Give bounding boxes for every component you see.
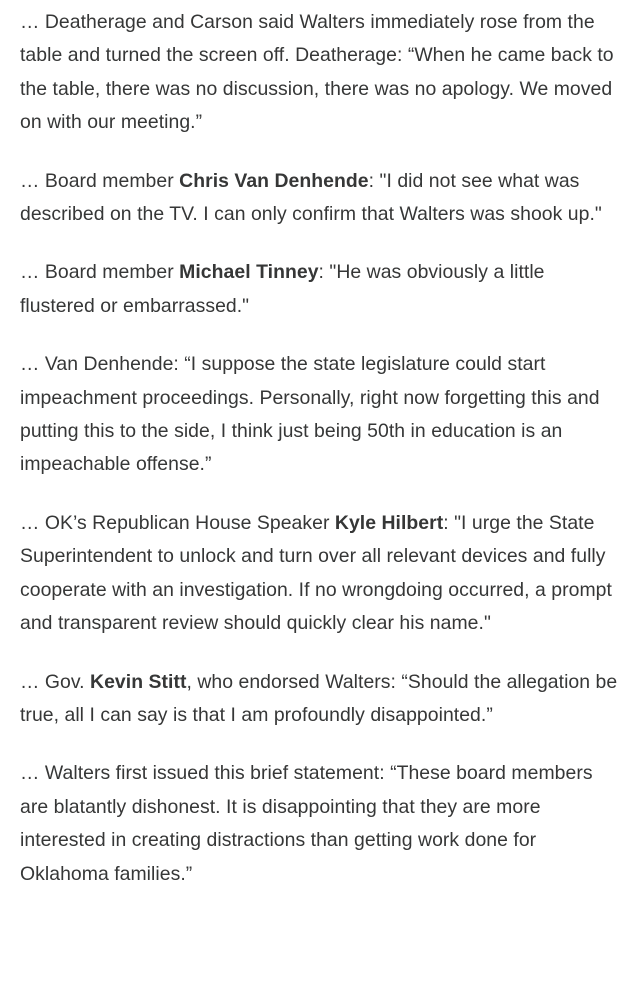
paragraph-text: … Deatherage and Carson said Walters immediately rose from the table and turned the screen off. Deatherage: “When he came back to the table, there was no discussion, there was no apology. We moved on with our meeting.” xyxy=(20,11,614,134)
paragraph-hilbert-quote xyxy=(20,507,621,641)
paragraph-text: … OK’s Republican House Speaker xyxy=(20,511,335,534)
person-name-bold: Kyle Hilbert xyxy=(334,511,444,534)
paragraph-text: … Board member xyxy=(20,169,180,192)
paragraph-text: … Board member xyxy=(20,261,180,284)
paragraph-impeachment xyxy=(20,348,621,482)
paragraph-van-denhende-quote xyxy=(20,165,621,232)
person-name-bold: Chris Van Denhende xyxy=(179,169,369,192)
paragraph-text: , who endorsed Walters: “Should the allegation be true, all I can say is that I am profoundly disappointed.” xyxy=(20,670,618,726)
paragraph-text: : "I urge the State Superintendent to unlock and turn over all relevant devices and fully cooperate with an investigation. If no wrongdoing occurred, a prompt and transparent review should quickly clear his name." xyxy=(20,511,612,635)
paragraph-text: : "He was obviously a little flustered or embarrassed." xyxy=(20,261,545,317)
paragraph-text: … Van Denhende: “I suppose the state legislature could start impeachment proceedings. Personally, right now forgetting this and putting this to the side, I think just being 50th in education is an impeachable offense.” xyxy=(20,353,600,476)
paragraph-text: … Walters first issued this brief statement: “These board members are blatantly dishonest. It is disappointing that they are more interested in creating distractions than getting work done for Oklahoma families.” xyxy=(20,762,593,885)
paragraph-text: : "I did not see what was described on the TV. I can only confirm that Walters was shook up." xyxy=(20,169,602,226)
paragraph-deatherage-carson xyxy=(20,6,621,140)
person-name-bold: Michael Tinney xyxy=(179,261,319,284)
paragraph-walters-statement xyxy=(20,757,621,891)
person-name-bold: Kevin Stitt xyxy=(90,670,187,693)
paragraph-tinney-quote xyxy=(20,256,621,323)
paragraph-text: … Gov. xyxy=(20,670,91,693)
paragraph-stitt-quote xyxy=(20,666,621,733)
